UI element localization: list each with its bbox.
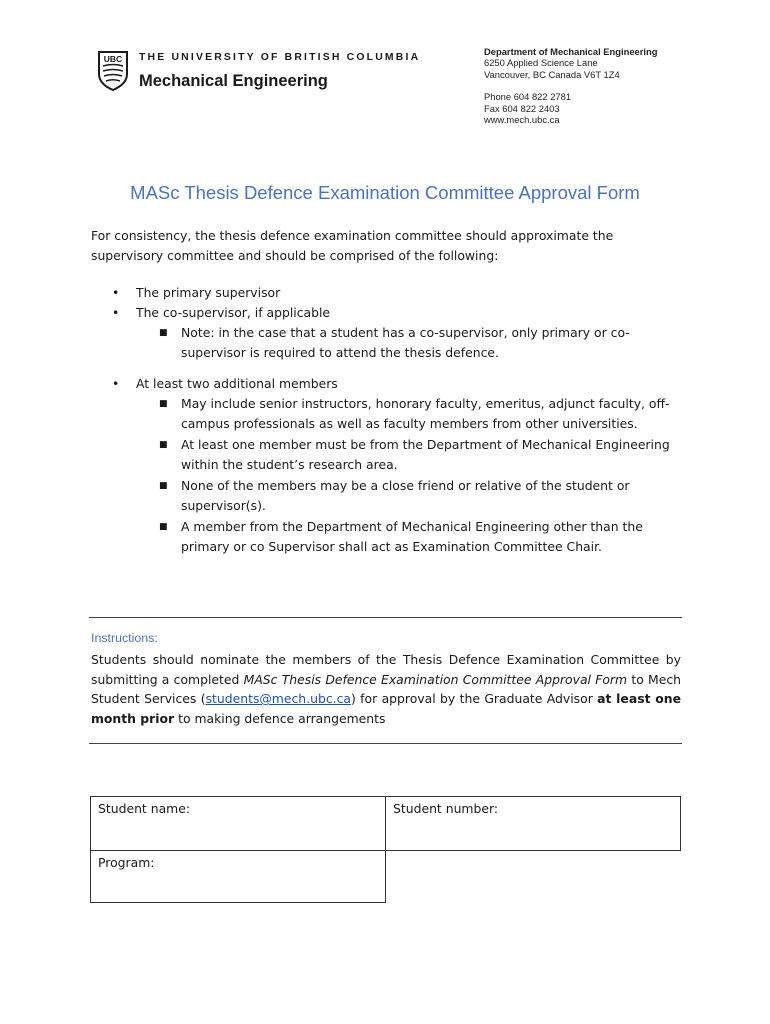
- student-services-email-link[interactable]: students@mech.ubc.ca: [205, 691, 351, 707]
- sub-list-item: [91, 476, 671, 516]
- logo-text: UBC: [103, 54, 123, 64]
- bullet-icon: •: [112, 305, 120, 320]
- student-number-label: Student number:: [393, 801, 499, 816]
- deadline-emphasis: at least one month prior: [91, 691, 681, 726]
- divider-bottom: [89, 743, 682, 744]
- sub-list-item: [91, 394, 671, 434]
- list-item-text: At least two additional members: [136, 376, 338, 391]
- list-item-text: None of the members may be a close friend or relative of the student or supervisor(s).: [181, 478, 630, 513]
- instructions-label: Instructions:: [91, 631, 158, 645]
- list-item: [91, 374, 691, 394]
- list-item-text: At least one member must be from the Department of Mechanical Engineering within the student’s research area.: [181, 437, 670, 472]
- bullet-icon: •: [112, 376, 120, 391]
- program-field[interactable]: [90, 850, 386, 903]
- program-label: Program:: [98, 855, 155, 870]
- address-city: Vancouver, BC Canada V6T 1Z4: [484, 68, 620, 80]
- square-bullet-icon: ■: [159, 328, 168, 338]
- address-fax: Fax 604 822 2403: [484, 102, 560, 114]
- bullet-icon: •: [112, 285, 120, 300]
- requirements-list: [91, 283, 691, 363]
- sub-list-item: [91, 517, 671, 557]
- list-item-text: A member from the Department of Mechanical Engineering other than the primary or co Supervisor shall act as Examination Committee Chair.: [181, 519, 643, 554]
- list-item-text: The co-supervisor, if applicable: [136, 305, 331, 320]
- divider-top: [89, 617, 682, 618]
- address-phone: Phone 604 822 2781: [484, 91, 572, 103]
- department-name: Mechanical Engineering: [139, 72, 328, 90]
- ubc-crest-logo: [96, 50, 130, 92]
- address-block: [484, 46, 657, 125]
- student-number-field[interactable]: [385, 796, 681, 851]
- student-name-label: Student name:: [98, 801, 191, 816]
- institution-name: THE UNIVERSITY OF BRITISH COLUMBIA: [139, 52, 421, 63]
- list-item: [91, 303, 691, 323]
- form-title: MASc Thesis Defence Examination Committee Approval Form: [130, 182, 640, 203]
- square-bullet-icon: ■: [159, 440, 168, 450]
- list-item-text: Note: in the case that a student has a co-supervisor, only primary or co-supervisor is required to attend the thesis defence.: [181, 325, 630, 360]
- additional-members-list: [91, 374, 691, 557]
- intro-paragraph: For consistency, the thesis defence examination committee should approximate the supervisory committee and should be comprised of the following:: [91, 228, 614, 263]
- list-item-text: The primary supervisor: [136, 285, 281, 300]
- list-item: [91, 283, 691, 303]
- square-bullet-icon: ■: [159, 481, 168, 491]
- address-web: www.mech.ubc.ca: [484, 114, 560, 126]
- form-name: MASc Thesis Defence Examination Committee Approval Form: [243, 671, 628, 687]
- instructions-paragraph: Students should nominate the members of the Thesis Defence Examination Committee by submitting a completed MASc Thesis Defence Examination Committee Approval Form to Mech Student Services (students@mech.ubc.ca) for approval by the Graduate Advisor at least one month prior to making defence arrangements: [91, 652, 681, 726]
- student-name-field[interactable]: [90, 796, 386, 851]
- list-item-text: May include senior instructors, honorary faculty, emeritus, adjunct faculty, off-campus professionals as well as faculty members from other universities.: [181, 396, 670, 431]
- square-bullet-icon: ■: [159, 522, 168, 532]
- address-dept: Department of Mechanical Engineering: [484, 46, 658, 57]
- sub-list-item: [91, 435, 671, 475]
- square-bullet-icon: ■: [159, 399, 168, 409]
- sub-list-item: [91, 323, 671, 363]
- address-street: 6250 Applied Science Lane: [484, 57, 598, 69]
